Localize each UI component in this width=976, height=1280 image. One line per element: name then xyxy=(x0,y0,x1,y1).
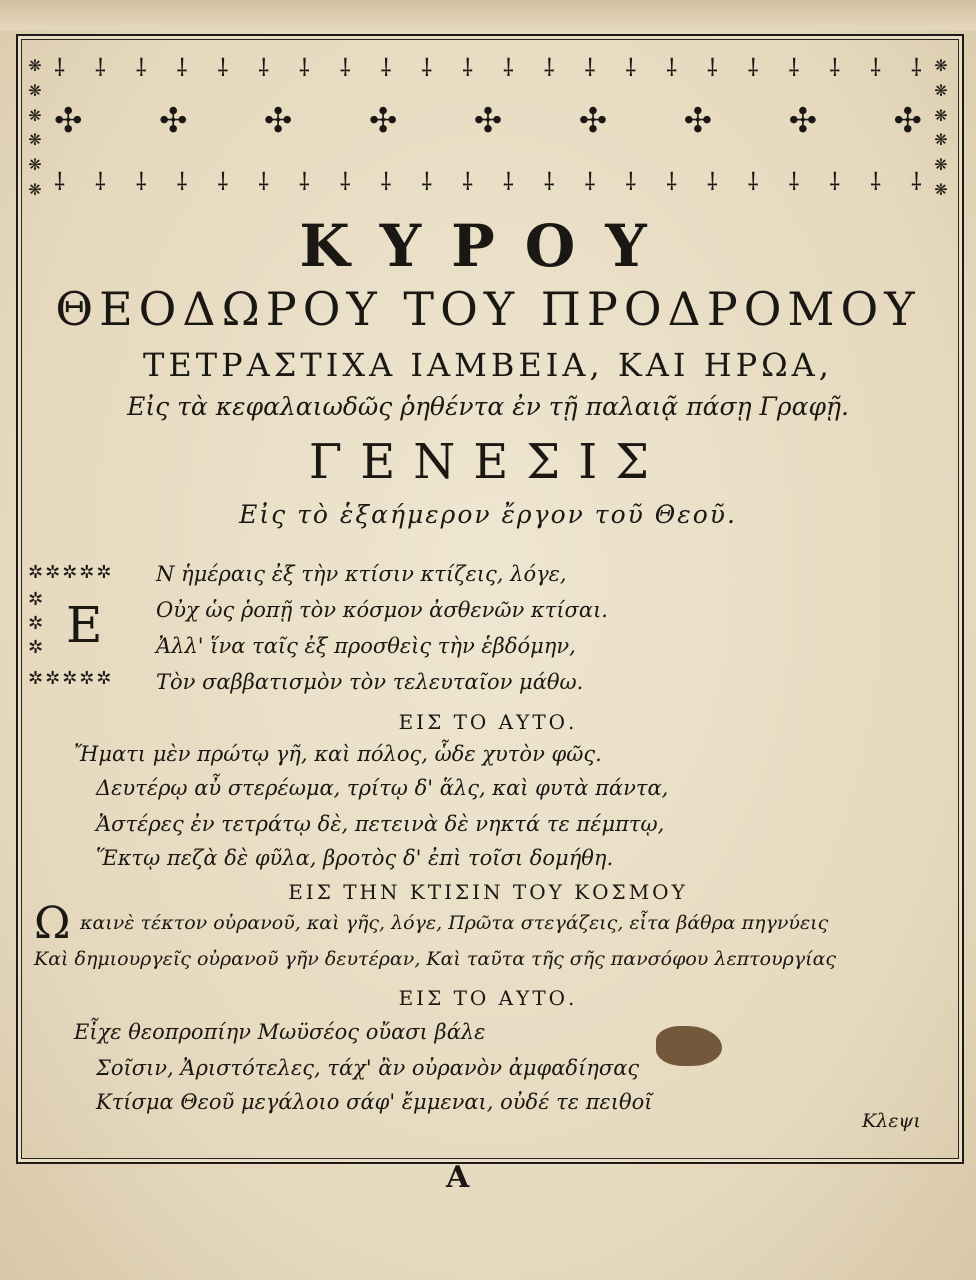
cross-ornament-icon: ⸸ xyxy=(421,53,433,82)
cross-ornament-icon: ⸸ xyxy=(176,53,188,82)
cross-ornament-icon: ⸸ xyxy=(380,167,392,196)
knot-ornament-icon: ✣ xyxy=(368,101,398,141)
section-subtitle: Εἰς τὸ ἑξαήμερον ἔργον τοῦ Θεοῦ. xyxy=(239,500,737,529)
cross-ornament-icon: ⸸ xyxy=(869,167,882,196)
page-top-edge xyxy=(0,0,976,30)
cross-ornament-icon: ⸸ xyxy=(135,167,147,196)
section-heading: ΕΙΣ ΤΟ ΑΥΤΟ. xyxy=(398,710,578,734)
border-ornament-icon: ❋ xyxy=(28,56,42,75)
knot-ornament-icon: ✣ xyxy=(578,101,608,141)
cross-ornament-icon: ⸸ xyxy=(665,167,678,196)
border-ornament-icon: ❋ xyxy=(934,105,948,125)
cross-ornament-icon: ⸸ xyxy=(339,167,351,196)
title-name: ΘΕΟΔΩΡΟΥ ΤΟΥ ΠΡΟΔΡΟΜΟΥ xyxy=(55,282,921,336)
cross-ornament-icon: ⸸ xyxy=(461,53,474,82)
verse-line: Καὶ δημιουργεῖς οὐρανοῦ γῆν δευτέραν, Καὶ ταῦτα τῆς σῆς πανσόφου λεπτουργίας xyxy=(34,948,837,970)
ornament-icon: ✲ xyxy=(79,668,97,689)
cross-ornament-icon: ⸸ xyxy=(625,53,637,82)
title-genre: ΤΕΤΡΑΣΤΙΧΑ ΙΑΜΒΕΙΑ, ΚΑΙ ΗΡΩΑ, xyxy=(143,346,833,384)
knot-ornament-icon: ✣ xyxy=(158,101,188,141)
ink-stain xyxy=(656,1026,722,1066)
star-ornament-icon xyxy=(28,562,113,583)
cross-ornament-icon: ⸸ xyxy=(788,167,800,196)
ornament-icon: ✲ xyxy=(28,668,46,689)
section-heading: ΕΙΣ ΤΟ ΑΥΤΟ. xyxy=(398,986,578,1010)
title-author: ΚΥΡΟΥ xyxy=(299,212,677,280)
verse-line: Ν ἡμέραις ἐξ τὴν κτίσιν κτίζεις, λόγε, xyxy=(156,562,567,586)
cross-ornament-icon: ⸸ xyxy=(461,167,474,196)
ornament-icon: ✲ xyxy=(62,562,80,583)
knot-ornament-icon: ✣ xyxy=(788,101,818,141)
cross-ornament-icon: ⸸ xyxy=(706,53,719,82)
border-ornament-icon: ❋ xyxy=(934,130,948,150)
verse-line: Σοῖσιν, Ἀριστότελες, τάχ' ἂν οὐρανὸν ἀμφαδίησας xyxy=(96,1056,640,1080)
right-border-ornaments xyxy=(930,58,952,198)
border-ornament-icon: ❋ xyxy=(28,155,42,175)
cross-ornament-icon: ⸸ xyxy=(257,53,270,82)
cross-ornament-icon: ⸸ xyxy=(543,53,555,82)
border-ornament-icon: ❋ xyxy=(28,80,42,100)
cross-ornament-icon: ⸸ xyxy=(706,167,719,196)
cross-ornament-icon: ⸸ xyxy=(829,167,841,196)
verse-line: Ἀστέρες ἐν τετράτῳ δὲ, πετεινὰ δὲ νηκτά τε πέμπτῳ, xyxy=(96,812,665,836)
knot-ornament-icon: ✣ xyxy=(263,101,293,141)
ornament-icon: ✲ xyxy=(62,668,80,689)
border-ornament-icon: ❋ xyxy=(28,130,42,150)
cross-ornament-icon: ⸸ xyxy=(788,53,800,82)
verse-line: Κτίσμα Θεοῦ μεγάλοιο σάφ' ἔμμεναι, οὐδέ τε πειθοῖ xyxy=(96,1090,653,1114)
border-ornament-icon: ❋ xyxy=(28,105,42,125)
cross-ornament-icon: ⸸ xyxy=(665,53,678,82)
knot-ornament-icon: ✣ xyxy=(683,101,713,141)
ornament-row-top xyxy=(54,52,922,82)
border-ornament-icon: ❋ xyxy=(28,179,42,199)
cross-ornament-icon: ⸸ xyxy=(502,53,515,82)
ornament-icon: ✲ xyxy=(28,562,46,583)
cross-ornament-icon: ⸸ xyxy=(54,167,66,196)
cross-ornament-icon: ⸸ xyxy=(94,167,107,196)
knot-ornament-icon: ✣ xyxy=(893,101,922,141)
star-ornament-icon: ✲ ✲ ✲ xyxy=(28,589,46,658)
cross-ornament-icon: ⸸ xyxy=(584,53,596,82)
verse-line: Δευτέρῳ αὖ στερέωμα, τρίτῳ δ' ἅλς, καὶ φυτὰ πάντα, xyxy=(96,776,669,800)
section-title: ΓΕΝΕΣΙΣ xyxy=(308,434,668,490)
ornament-icon: ✲ xyxy=(96,668,114,689)
verse-line: Ἀλλ' ἵνα ταῖς ἐξ προσθεὶς τὴν ἑβδόμην, xyxy=(156,634,576,658)
cross-ornament-icon: ⸸ xyxy=(421,167,433,196)
cross-ornament-icon: ⸸ xyxy=(747,53,759,82)
cross-ornament-icon: ⸸ xyxy=(625,167,637,196)
ornament-row-bottom xyxy=(54,166,922,196)
ornament-icon: ✲ xyxy=(79,562,97,583)
cross-ornament-icon: ⸸ xyxy=(298,167,311,196)
cross-ornament-icon: ⸸ xyxy=(298,53,311,82)
ornament-icon: ✲ xyxy=(45,562,63,583)
cross-ornament-icon: ⸸ xyxy=(910,53,922,82)
border-ornament-icon: ❋ xyxy=(934,155,948,175)
signature-mark: Α xyxy=(446,1160,470,1195)
cross-ornament-icon: ⸸ xyxy=(257,167,270,196)
cross-ornament-icon: ⸸ xyxy=(217,53,229,82)
cross-ornament-icon: ⸸ xyxy=(869,53,882,82)
cross-ornament-icon: ⸸ xyxy=(380,53,392,82)
border-ornament-icon: ❋ xyxy=(934,179,948,199)
ornament-icon: ✲ xyxy=(45,668,63,689)
verse-line: Τὸν σαββατισμὸν τὸν τελευταῖον μάθω. xyxy=(156,670,584,694)
verse-line: Ἤματι μὲν πρώτῳ γῆ, καὶ πόλος, ὧδε χυτὸν φῶς. xyxy=(74,742,602,766)
verse-line: Οὐχ ὡς ῥοπῇ τὸν κόσμον ἀσθενῶν κτίσαι. xyxy=(156,598,608,622)
verse-line: καινὲ τέκτον οὐρανοῦ, καὶ γῆς, λόγε, Πρῶτα στεγάζεις, εἶτα βάθρα πηγνύεις xyxy=(80,912,829,934)
drop-cap: Ε xyxy=(66,596,103,654)
star-ornament-icon xyxy=(28,668,113,689)
left-border-ornaments xyxy=(24,58,46,198)
knot-ornament-icon: ✣ xyxy=(473,101,503,141)
border-ornament-icon: ❋ xyxy=(934,80,948,100)
cross-ornament-icon: ⸸ xyxy=(910,167,922,196)
cross-ornament-icon: ⸸ xyxy=(94,53,107,82)
catchword: Κλεψι xyxy=(862,1110,921,1132)
section-heading: ΕΙΣ ΤΗΝ ΚΤΙΣΙΝ ΤΟΥ ΚΟΣΜΟΥ xyxy=(288,880,688,904)
ornament-row-middle xyxy=(54,101,922,141)
verse-line: Ἕκτῳ πεζὰ δὲ φῦλα, βροτὸς δ' ἐπὶ τοῖσι δομήθη. xyxy=(96,846,614,870)
cross-ornament-icon: ⸸ xyxy=(217,167,229,196)
cross-ornament-icon: ⸸ xyxy=(135,53,147,82)
cross-ornament-icon: ⸸ xyxy=(747,167,759,196)
cross-ornament-icon: ⸸ xyxy=(829,53,841,82)
knot-ornament-icon: ✣ xyxy=(54,101,83,141)
verse-line: Εἶχε θεοπροπίην Μωϋσέος οὔασι βάλε xyxy=(74,1020,486,1044)
border-ornament-icon: ❋ xyxy=(934,56,948,75)
cross-ornament-icon: ⸸ xyxy=(54,53,66,82)
cross-ornament-icon: ⸸ xyxy=(543,167,555,196)
title-description: Εἰς τὰ κεφαλαιωδῶς ῥηθέντα ἐν τῇ παλαιᾷ πάσῃ Γραφῇ. xyxy=(127,392,849,421)
cross-ornament-icon: ⸸ xyxy=(176,167,188,196)
ornament-icon: ✲ xyxy=(96,562,114,583)
cross-ornament-icon: ⸸ xyxy=(339,53,351,82)
drop-cap: Ω xyxy=(34,898,71,949)
cross-ornament-icon: ⸸ xyxy=(502,167,515,196)
cross-ornament-icon: ⸸ xyxy=(584,167,596,196)
